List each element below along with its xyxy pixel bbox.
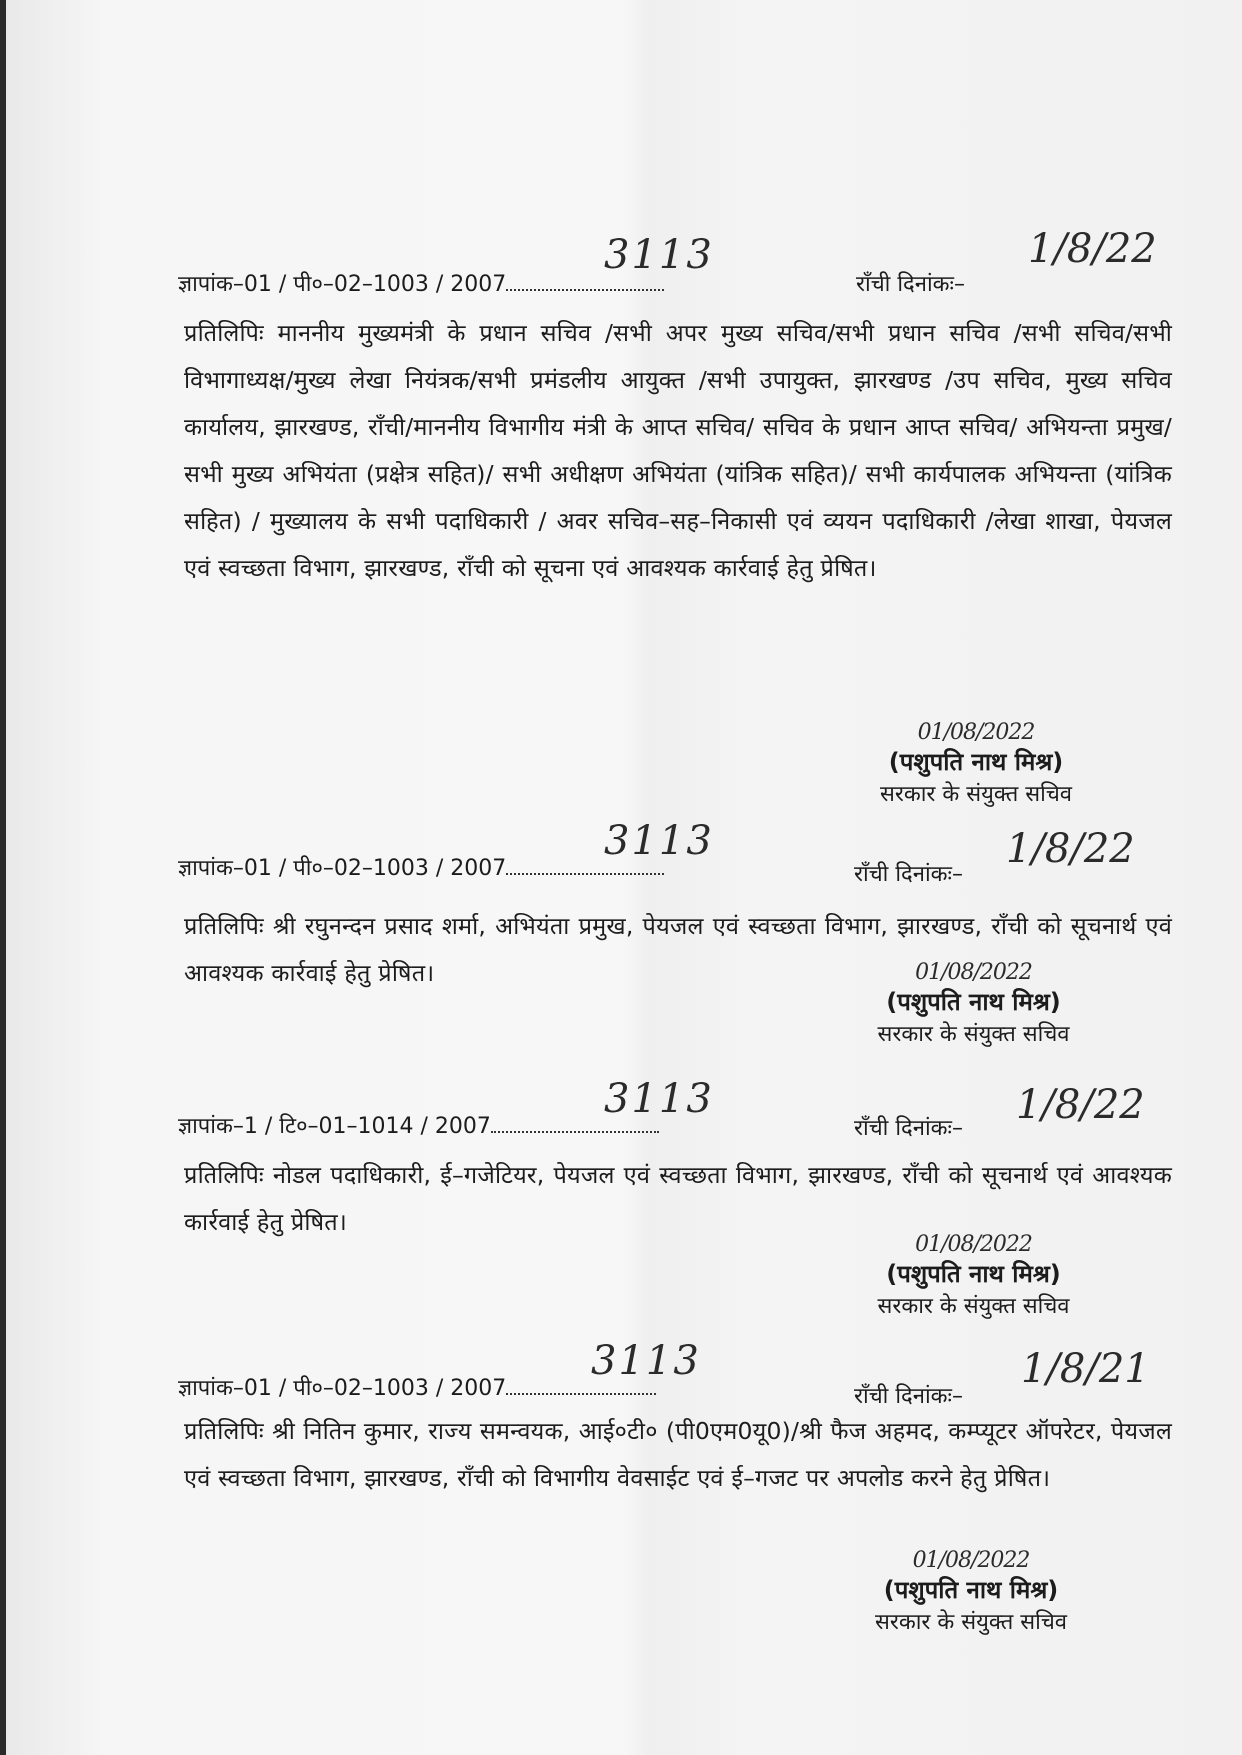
signature-block-2: [841, 960, 1106, 1048]
handwritten-number-3: 3113: [604, 1076, 714, 1122]
signature-block-1: [846, 720, 1106, 808]
memo-ref-2: [178, 852, 664, 882]
handwritten-number-2: 3113: [604, 818, 714, 864]
memo-ref-text: ज्ञापांक–01 / पी०–02–1003 / 2007: [178, 1376, 507, 1401]
memo-ref-text: ज्ञापांक–01 / पी०–02–1003 / 2007: [178, 272, 507, 297]
place-date-label-4: [854, 1380, 963, 1410]
document-page: [6, 0, 1242, 1755]
bleed-through-text: [486, 100, 494, 128]
dotted-line: [491, 1129, 659, 1133]
signature-mark: 01/08/2022: [915, 1232, 1032, 1257]
memo-ref-4: [178, 1372, 656, 1402]
signatory-designation: सरकार के संयुक्त सचिव: [877, 1294, 1070, 1319]
signatory-designation: सरकार के संयुक्त सचिव: [879, 782, 1073, 807]
signatory-name: (पशुपति नाथ मिश्र): [886, 1260, 1061, 1288]
dotted-line: [506, 287, 664, 291]
body-paragraph-4: प्रतिलिपिः श्री नितिन कुमार, राज्य समन्वयक, आई०टी० (पी0एम0यू0)/श्री फैज अहमद, कम्प्यूटर ऑपरेटर, पेयजल एवं स्वच्छता विभाग, झारखण्ड, राँची को विभागीय वेवसाईट एवं ई–गजट पर अपलोड करने हेतु प्रेषित।: [184, 1417, 1172, 1492]
place-date-label-1: [856, 268, 965, 298]
body-paragraph-3: प्रतिलिपिः नोडल पदाधिकारी, ई–गजेटियर, पेयजल एवं स्वच्छता विभाग, झारखण्ड, राँची को सूचनार्थ एवं आवश्यक कार्रवाई हेतु प्रेषित।: [184, 1161, 1172, 1236]
dotted-line: [506, 871, 664, 875]
date-label-text: राँची दिनांकः–: [856, 272, 965, 297]
date-label-text: राँची दिनांकः–: [854, 1384, 963, 1409]
handwritten-date-4: 1/8/21: [1021, 1346, 1150, 1392]
body-paragraph-2: प्रतिलिपिः श्री रघुनन्दन प्रसाद शर्मा, अभियंता प्रमुख, पेयजल एवं स्वच्छता विभाग, झारखण्ड, राँची को सूचनार्थ एवं आवश्यक कार्रवाई हेतु प्रेषित।: [184, 912, 1172, 987]
signatory-designation: सरकार के संयुक्त सचिव: [877, 1022, 1070, 1047]
body-paragraph-1: प्रतिलिपिः माननीय मुख्यमंत्री के प्रधान सचिव /सभी अपर मुख्य सचिव/सभी प्रधान सचिव /सभी सचिव/सभी विभागाध्यक्ष/मुख्य लेखा नियंत्रक/सभी प्रमंडलीय आयुक्त /सभी उपायुक्त, झारखण्ड /उप सचिव, मुख्य सचिव कार्यालय, झारखण्ड, राँची/माननीय विभागीय मंत्री के आप्त सचिव/ सचिव के प्रधान आप्त सचिव/ अभियन्ता प्रमुख/ सभी मुख्य अभियंता (प्रक्षेत्र सहित)/ सभी अधीक्षण अभियंता (यांत्रिक सहित)/ सभी कार्यपालक अभियन्ता (यांत्रिक सहित) / मुख्यालय के सभी पदाधिकारी / अवर सचिव–सह–निकासी एवं व्ययन पदाधिकारी /लेखा शाखा, पेयजल एवं स्वच्छता विभाग, झारखण्ड, राँची को सूचना एवं आवश्यक कार्रवाई हेतु प्रेषित।: [184, 319, 1172, 582]
date-label-text: राँची दिनांकः–: [854, 862, 963, 887]
place-date-label-2: [854, 858, 963, 888]
signatory-name: (पशुपति नाथ मिश्र): [888, 748, 1064, 776]
signatory-name: (पशुपति नाथ मिश्र): [886, 988, 1061, 1016]
signature-block-4: [836, 1548, 1106, 1636]
signature-block-3: [841, 1232, 1106, 1320]
dotted-line: [506, 1391, 656, 1395]
signature-mark: 01/08/2022: [912, 1548, 1030, 1573]
place-date-label-3: [854, 1112, 963, 1142]
signatory-name: (पशुपति नाथ मिश्र): [883, 1576, 1059, 1604]
handwritten-number-1: 3113: [604, 232, 714, 278]
memo-ref-1: [178, 268, 664, 298]
memo-ref-3: [178, 1110, 659, 1140]
memo-ref-text: ज्ञापांक–01 / पी०–02–1003 / 2007: [178, 856, 507, 881]
handwritten-date-3: 1/8/22: [1016, 1082, 1145, 1128]
signature-mark: 01/08/2022: [915, 960, 1032, 985]
handwritten-date-1: 1/8/22: [1028, 226, 1157, 272]
handwritten-date-2: 1/8/22: [1006, 826, 1135, 872]
handwritten-number-4: 3113: [591, 1338, 701, 1384]
signature-mark: 01/08/2022: [917, 720, 1035, 745]
date-label-text: राँची दिनांकः–: [854, 1116, 963, 1141]
signatory-designation: सरकार के संयुक्त सचिव: [874, 1610, 1068, 1635]
memo-ref-text: ज्ञापांक–1 / टि०–01–1014 / 2007: [178, 1114, 491, 1139]
